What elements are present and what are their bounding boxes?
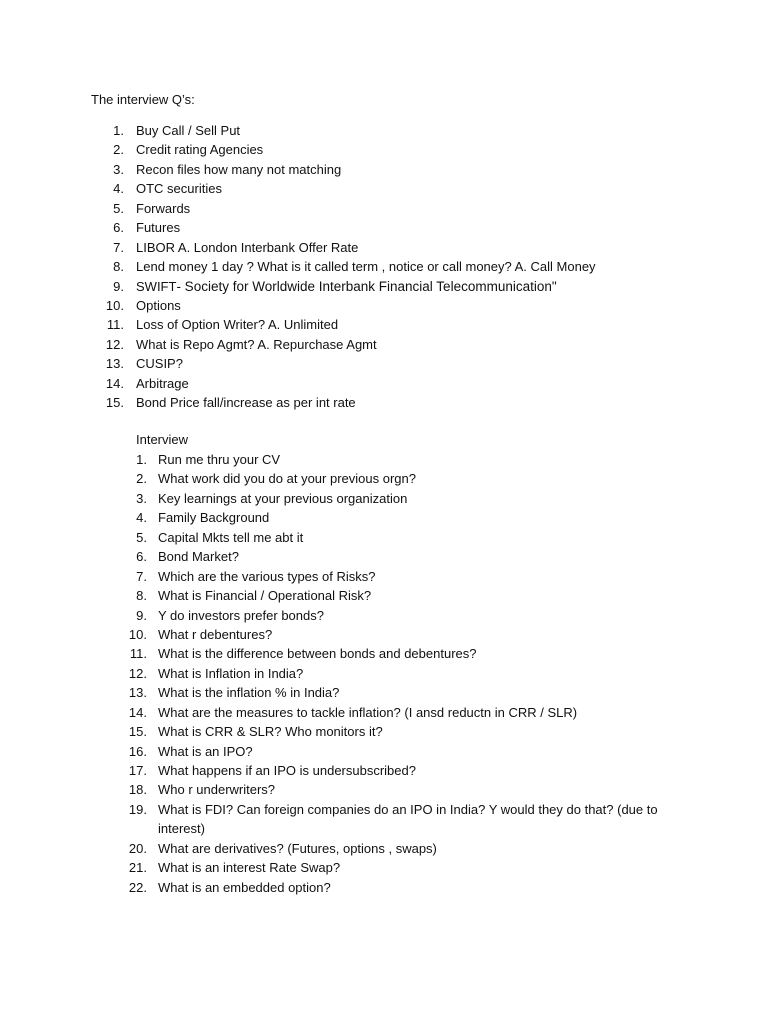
item-number: 8. (113, 259, 124, 275)
item-number: 17. (128, 763, 147, 778)
item-number: 12. (128, 665, 147, 681)
item-number: 1. (113, 123, 124, 138)
item-number: 4. (136, 510, 147, 526)
item-text: Which are the various types of Risks? (158, 568, 376, 584)
item-number: 2. (113, 142, 124, 158)
item-number: 11. (129, 646, 147, 662)
item-text: What is an embedded option? (158, 879, 331, 895)
item-text: What are derivatives? (Futures, options , swaps) (158, 840, 437, 856)
swift-definition: - Society for Worldwide Interbank Financial Telecommunication" (176, 278, 557, 294)
item-number: 22. (128, 879, 147, 895)
item-text: Who r underwriters? (158, 782, 276, 798)
item-number: 13. (128, 685, 147, 701)
document-heading: The interview Q’s: (91, 92, 195, 107)
item-text: CUSIP? (136, 356, 183, 372)
item-number: 6. (113, 220, 124, 236)
item-number: 5. (113, 200, 124, 216)
item-number: 11. (106, 317, 124, 333)
item-text: Options (136, 297, 181, 313)
item-text: What is an IPO? (158, 743, 253, 759)
item-text: Run me thru your CV (158, 452, 281, 467)
item-number: 7. (113, 239, 124, 255)
item-text: What work did you do at your previous orgn? (158, 471, 416, 487)
item-text: Credit rating Agencies (136, 142, 264, 158)
item-number: 12. (105, 336, 124, 352)
item-text (136, 277, 557, 296)
item-text: Arbitrage (136, 375, 189, 391)
item-number: 13. (105, 356, 124, 372)
item-text: Loss of Option Writer? A. Unlimited (136, 317, 339, 333)
item-number: 8. (136, 588, 147, 604)
item-text: Recon files how many not matching (136, 161, 342, 177)
item-text: OTC securities (136, 181, 222, 197)
item-text: What is an interest Rate Swap? (158, 860, 341, 876)
item-number: 9. (136, 607, 147, 623)
item-text: What are the measures to tackle inflation? (I ansd reductn in CRR / SLR) (158, 704, 578, 720)
item-number: 6. (136, 549, 147, 565)
item-number: 21. (128, 860, 147, 876)
item-text: Bond Price fall/increase as per int rate (136, 395, 356, 411)
item-text: What is the inflation % in India? (158, 685, 340, 701)
item-text: Buy Call / Sell Put (136, 123, 241, 138)
item-number: 2. (136, 471, 147, 487)
item-text: What is CRR & SLR? Who monitors it? (158, 724, 383, 740)
item-text: What r debentures? (158, 626, 273, 642)
item-number: 7. (136, 568, 147, 584)
item-number: 10. (105, 297, 124, 313)
item-text: What is the difference between bonds and debentures? (158, 646, 477, 662)
item-text: Futures (136, 220, 181, 236)
item-text: What is Financial / Operational Risk? (158, 588, 372, 604)
item-text: LIBOR A. London Interbank Offer Rate (136, 239, 359, 255)
item-text: What is FDI? Can foreign companies do an IPO in India? Y would they do that? (due to interest) (158, 801, 658, 837)
swift-term: SWIFT (136, 278, 177, 294)
item-text: What happens if an IPO is undersubscribed? (158, 763, 416, 778)
item-text: Lend money 1 day ? What is it called term , notice or call money? A. Call Money (136, 259, 596, 275)
item-number: 16. (128, 743, 147, 759)
interview-subheading: Interview (136, 432, 189, 447)
item-text: What is Repo Agmt? A. Repurchase Agmt (136, 336, 377, 352)
item-number: 18. (128, 782, 147, 798)
item-number: 4. (113, 181, 124, 197)
item-number: 15. (128, 724, 147, 740)
item-text: Bond Market? (158, 549, 239, 565)
item-number: 19. (128, 801, 147, 817)
item-number: 5. (136, 529, 147, 545)
item-text: What is Inflation in India? (158, 665, 304, 681)
item-number: 14. (128, 704, 147, 720)
item-number: 14. (105, 375, 124, 391)
item-number: 15. (105, 395, 124, 411)
item-text: Capital Mkts tell me abt it (158, 529, 304, 545)
item-number: 1. (136, 452, 147, 467)
item-text: Key learnings at your previous organization (158, 490, 408, 506)
item-text: Family Background (158, 510, 270, 526)
item-number: 3. (136, 490, 147, 506)
item-number: 9. (113, 278, 124, 294)
item-number: 10. (128, 626, 147, 642)
item-number: 3. (113, 161, 124, 177)
item-number: 20. (128, 840, 147, 856)
item-text: Forwards (136, 200, 191, 216)
item-text: Y do investors prefer bonds? (158, 607, 324, 623)
